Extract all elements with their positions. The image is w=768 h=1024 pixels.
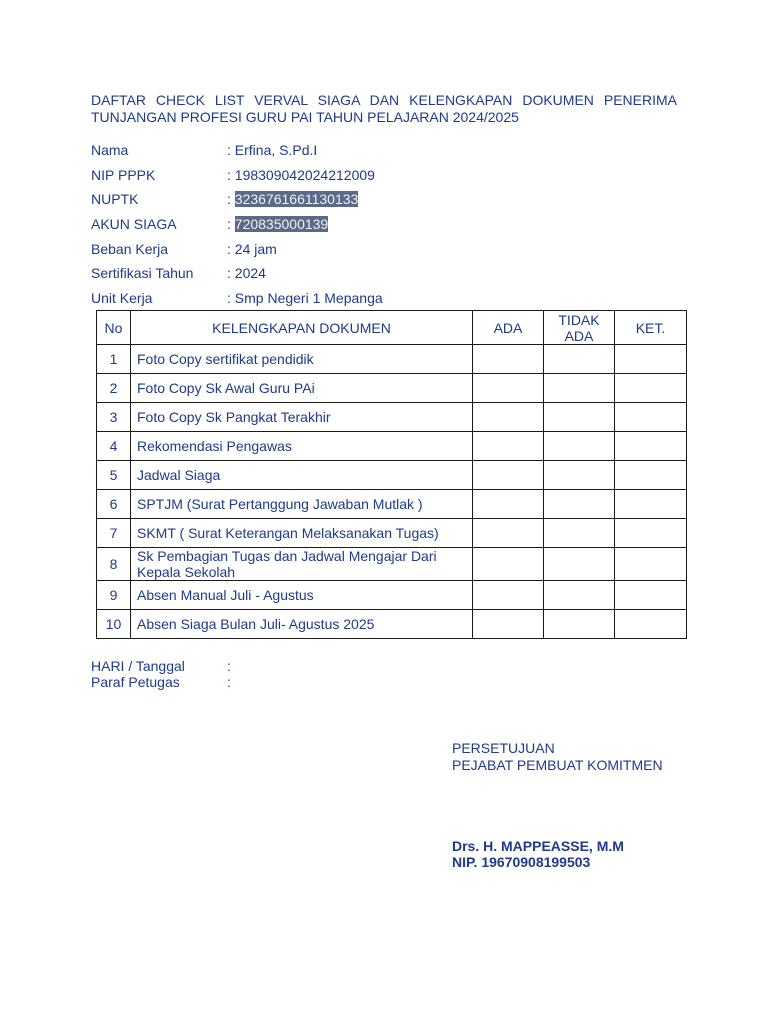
row-number: 1 — [97, 345, 131, 374]
document-checklist-table — [96, 310, 687, 639]
row-tidak-ada-cell[interactable] — [544, 519, 615, 548]
nama-label: Nama — [91, 142, 129, 159]
row-tidak-ada-cell[interactable] — [544, 345, 615, 374]
row-ket-cell[interactable] — [615, 519, 687, 548]
row-document: SKMT ( Surat Keterangan Melaksanakan Tugas) — [131, 519, 473, 548]
table-row — [97, 519, 687, 548]
header-tidak-ada-2: ADA — [564, 327, 594, 344]
sertifikasi-label: Sertifikasi Tahun — [91, 265, 194, 282]
akun-siaga-value[interactable]: 720835000139 — [234, 216, 329, 233]
row-document: Absen Manual Juli - Agustus — [131, 581, 473, 610]
row-ada-cell[interactable] — [473, 461, 544, 490]
paraf-petugas-label: Paraf Petugas — [91, 674, 180, 690]
row-number: 10 — [97, 610, 131, 639]
row-ada-cell[interactable] — [473, 345, 544, 374]
row-document: Foto Copy Sk Pangkat Terakhir — [131, 403, 473, 432]
row-tidak-ada-cell[interactable] — [544, 432, 615, 461]
table-row — [97, 581, 687, 610]
footer-row-hari — [91, 658, 231, 674]
nuptk-value-wrapper — [227, 191, 358, 207]
table-row — [97, 461, 687, 490]
akun-siaga-colon: : — [227, 216, 235, 233]
table-row — [97, 374, 687, 403]
info-row-nip — [91, 163, 691, 188]
info-row-nuptk — [91, 187, 691, 212]
row-tidak-ada-cell[interactable] — [544, 490, 615, 519]
row-ada-cell[interactable] — [473, 490, 544, 519]
row-number: 3 — [97, 403, 131, 432]
info-row-akun-siaga — [91, 212, 691, 237]
row-tidak-ada-cell[interactable] — [544, 374, 615, 403]
beban-kerja-label: Beban Kerja — [91, 240, 169, 257]
verification-footer — [91, 658, 231, 690]
table-header-row — [97, 311, 687, 345]
akun-siaga-label: AKUN SIAGA — [91, 216, 177, 233]
info-row-beban-kerja — [91, 236, 691, 261]
nip-value: : 198309042024212009 — [227, 166, 375, 183]
info-row-nama — [91, 138, 691, 163]
footer-row-paraf — [91, 674, 231, 690]
row-ket-cell[interactable] — [615, 403, 687, 432]
approval-official-title: PEJABAT PEMBUAT KOMITMEN — [452, 757, 663, 773]
row-document: Jadwal Siaga — [131, 461, 473, 490]
beban-kerja-value: : 24 jam — [227, 240, 277, 257]
document-title — [91, 92, 677, 126]
row-ket-cell[interactable] — [615, 610, 687, 639]
row-document: SPTJM (Surat Pertanggung Jawaban Mutlak ) — [131, 490, 473, 519]
table-row — [97, 548, 687, 581]
identity-section — [91, 138, 691, 310]
signer-block — [452, 838, 624, 870]
row-ada-cell[interactable] — [473, 519, 544, 548]
title-line-1: DAFTAR CHECK LIST VERVAL SIAGA DAN KELENGKAPAN DOKUMEN PENERIMA — [91, 92, 677, 108]
approval-heading: PERSETUJUAN — [452, 740, 555, 756]
unit-kerja-label: Unit Kerja — [91, 289, 153, 306]
row-ada-cell[interactable] — [473, 432, 544, 461]
nuptk-label: NUPTK — [91, 191, 139, 208]
row-number: 4 — [97, 432, 131, 461]
row-ket-cell[interactable] — [615, 548, 687, 581]
header-kelengkapan-dokumen: KELENGKAPAN DOKUMEN — [131, 311, 473, 345]
row-ada-cell[interactable] — [473, 610, 544, 639]
unit-kerja-value: : Smp Negeri 1 Mepanga — [227, 289, 383, 306]
table-row — [97, 490, 687, 519]
table-row — [97, 345, 687, 374]
header-tidak-ada — [544, 311, 615, 345]
hari-tanggal-label: HARI / Tanggal — [91, 658, 185, 674]
title-line-2: TUNJANGAN PROFESI GURU PAI TAHUN PELAJARAN 2024/2025 — [91, 109, 519, 125]
row-tidak-ada-cell[interactable] — [544, 581, 615, 610]
row-tidak-ada-cell[interactable] — [544, 548, 615, 581]
row-document: Foto Copy Sk Awal Guru PAi — [131, 374, 473, 403]
signer-name: Drs. H. MAPPEASSE, M.M — [452, 838, 624, 854]
nama-value: : Erfina, S.Pd.I — [227, 142, 318, 159]
row-ket-cell[interactable] — [615, 581, 687, 610]
approval-block — [452, 740, 663, 774]
row-tidak-ada-cell[interactable] — [544, 610, 615, 639]
row-ada-cell[interactable] — [473, 374, 544, 403]
table-row — [97, 432, 687, 461]
row-document: Foto Copy sertifikat pendidik — [131, 345, 473, 374]
row-number: 8 — [97, 548, 131, 581]
paraf-petugas-value: : — [227, 674, 231, 690]
sertifikasi-value: : 2024 — [227, 265, 266, 282]
header-ket: KET. — [615, 311, 687, 345]
row-tidak-ada-cell[interactable] — [544, 461, 615, 490]
row-number: 7 — [97, 519, 131, 548]
row-ada-cell[interactable] — [473, 581, 544, 610]
row-number: 2 — [97, 374, 131, 403]
row-ket-cell[interactable] — [615, 374, 687, 403]
header-no: No — [97, 311, 131, 345]
signer-nip: NIP. 19670908199503 — [452, 854, 591, 870]
row-document: Rekomendasi Pengawas — [131, 432, 473, 461]
row-ket-cell[interactable] — [615, 461, 687, 490]
nip-label: NIP PPPK — [91, 166, 156, 183]
info-row-unit-kerja — [91, 286, 691, 311]
nuptk-colon: : — [227, 191, 235, 208]
row-ket-cell[interactable] — [615, 432, 687, 461]
row-document: Sk Pembagian Tugas dan Jadwal Mengajar Dari Kepala Sekolah — [131, 548, 473, 581]
table-row — [97, 403, 687, 432]
table-row — [97, 610, 687, 639]
row-number: 5 — [97, 461, 131, 490]
akun-siaga-value-wrapper — [227, 216, 328, 232]
row-number: 9 — [97, 581, 131, 610]
row-ket-cell[interactable] — [615, 490, 687, 519]
row-document: Absen Siaga Bulan Juli- Agustus 2025 — [131, 610, 473, 639]
hari-tanggal-value: : — [227, 658, 231, 674]
nuptk-value[interactable]: 3236761661130133 — [234, 191, 359, 208]
header-tidak: TIDAK — [558, 311, 600, 328]
info-row-sertifikasi — [91, 261, 691, 286]
row-tidak-ada-cell[interactable] — [544, 403, 615, 432]
row-ada-cell[interactable] — [473, 403, 544, 432]
row-ket-cell[interactable] — [615, 345, 687, 374]
row-number: 6 — [97, 490, 131, 519]
row-ada-cell[interactable] — [473, 548, 544, 581]
header-ada: ADA — [473, 311, 544, 345]
